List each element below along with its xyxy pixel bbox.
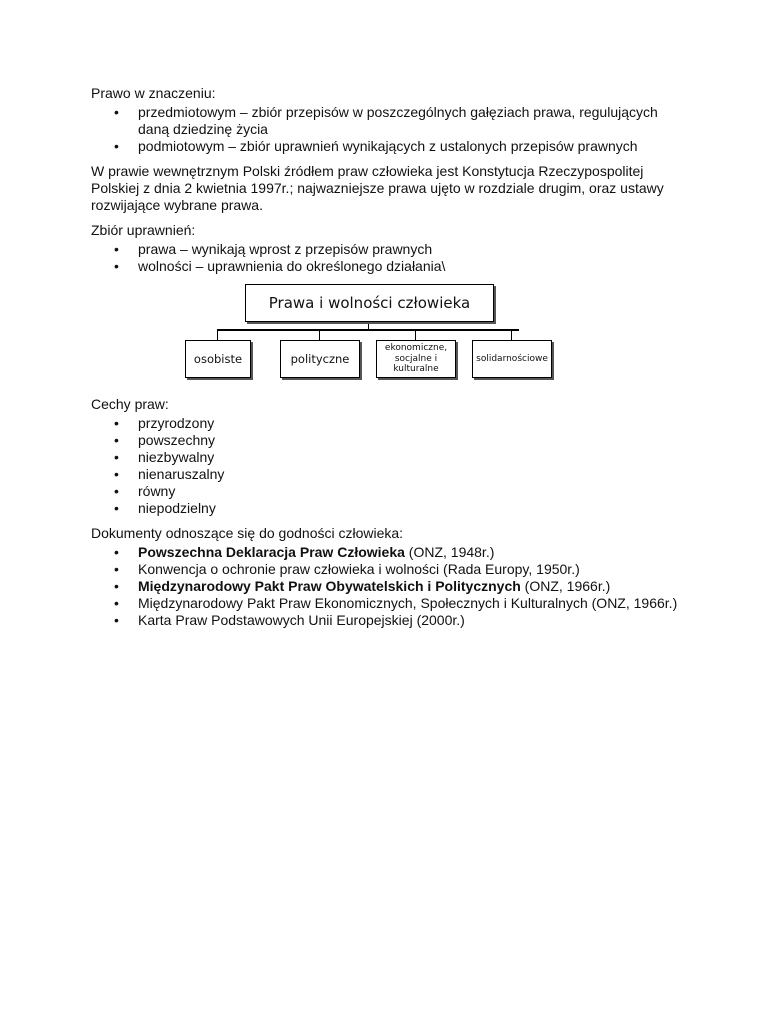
list-item: • Międzynarodowy Pakt Praw Obywatelskich i Politycznych (ONZ, 1966r.) [114, 578, 611, 594]
connector-line [217, 329, 218, 340]
diagram-root-box: Prawa i wolności człowieka [245, 284, 494, 322]
list-item: • nienaruszalny [114, 466, 225, 482]
bullet-icon: • [114, 544, 119, 560]
bullet-icon: • [114, 241, 119, 257]
bullet-icon: • [114, 612, 119, 628]
document-page [91, 85, 681, 629]
diagram-child-box: osobiste [185, 340, 251, 378]
bullet-icon: • [114, 595, 119, 611]
list-item: • Karta Praw Podstawowych Unii Europejskiej (2000r.) [114, 612, 465, 628]
bullet-icon: • [114, 104, 119, 120]
list-item: • Międzynarodowy Pakt Praw Ekonomicznych, Społecznych i Kulturalnych (ONZ, 1966r.) [114, 595, 678, 611]
section2-list [91, 241, 681, 275]
bullet-icon: • [114, 432, 119, 448]
rights-diagram [91, 284, 681, 382]
list-item: • Powszechna Deklaracja Praw Człowieka (ONZ, 1948r.) [114, 544, 495, 560]
bullet-icon: • [114, 500, 119, 516]
bullet-icon: • [114, 578, 119, 594]
diagram-child-box: solidarnościowe [472, 340, 552, 378]
list-item: • wolności – uprawnienia do określonego działania\ [114, 258, 446, 274]
bullet-icon: • [114, 466, 119, 482]
section4-heading: Dokumenty odnoszące się do godności człowieka: [91, 525, 404, 541]
connector-line [415, 329, 416, 340]
paragraph: W prawie wewnętrznym Polski źródłem praw człowieka jest Konstytucja Rzeczypospolitej Polskiej z dnia 2 kwietnia 1997r.; najwazniejsze prawa ujęto w rozdziale drugim, oraz ustawy rozwijające wybrane prawa. [91, 163, 664, 213]
list-item: • niepodzielny [114, 500, 216, 516]
bullet-icon: • [114, 415, 119, 431]
list-item: • równy [114, 483, 176, 499]
connector-line [319, 329, 320, 340]
diagram-child-box: ekonomiczne, socjalne i kulturalne [376, 340, 456, 378]
section2-heading: Zbiór uprawnień: [91, 222, 196, 238]
list-item: • Konwencja o ochronie praw człowieka i wolności (Rada Europy, 1950r.) [114, 561, 580, 577]
diagram-child-box: polityczne [280, 340, 360, 378]
bullet-icon: • [114, 138, 119, 154]
section1-list [91, 104, 681, 155]
list-item: • prawa – wynikają wprost z przepisów prawnych [114, 241, 433, 257]
list-item: • przedmiotowym – zbiór przepisów w poszczególnych gałęziach prawa, regulujących daną dziedzinę życia [114, 104, 658, 137]
connector-line [217, 329, 519, 331]
list-item: • podmiotowym – zbiór uprawnień wynikających z ustalonych przepisów prawnych [114, 138, 638, 154]
connector-line [511, 329, 512, 340]
section4-list [91, 544, 681, 629]
section3-heading: Cechy praw: [91, 396, 169, 412]
bullet-icon: • [114, 483, 119, 499]
list-item: • niezbywalny [114, 449, 215, 465]
bullet-icon: • [114, 258, 119, 274]
section1-heading: Prawo w znaczeniu: [91, 85, 216, 101]
section3-list [91, 415, 681, 517]
bullet-icon: • [114, 561, 119, 577]
list-item: • przyrodzony [114, 415, 215, 431]
list-item: • powszechny [114, 432, 216, 448]
bullet-icon: • [114, 449, 119, 465]
